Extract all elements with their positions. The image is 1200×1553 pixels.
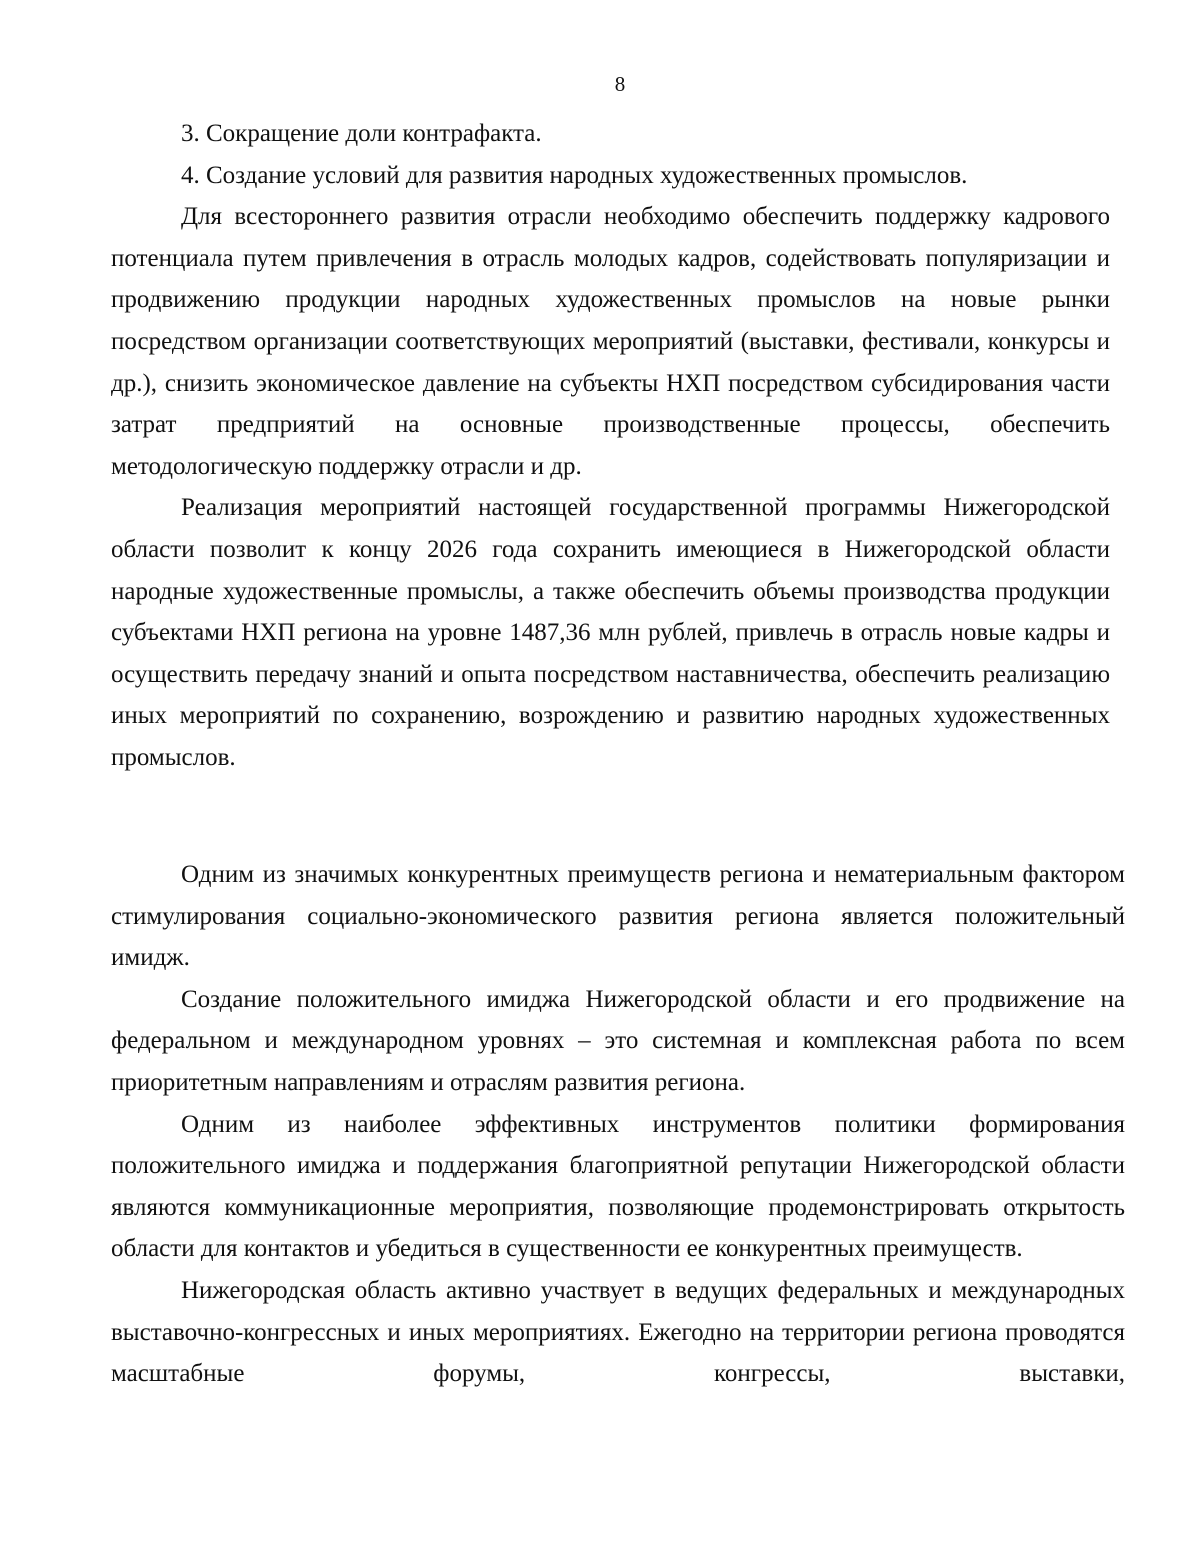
document-body-bottom xyxy=(111,854,1125,1395)
paragraph-positive-image: Создание положительного имиджа Нижегородской области и его продвижение на федеральном и международном уровнях – это системная и комплексная работа по всем приоритетным направлениям и отраслям развития региона. xyxy=(111,985,1125,1096)
paragraph-program-implementation: Реализация мероприятий настоящей государственной программы Нижегородской области позволит к концу 2026 года сохранить имеющиеся в Нижегородской области народные художественные промыслы, а также обеспечить объемы производства продукции субъектами НХП региона на уровне 1487,36 млн рублей, привлечь в отрасль новые кадры и осуществить передачу знаний и опыта посредством наставничества, обеспечить реализацию иных мероприятий по сохранению, возрождению и развитию народных художественных промыслов. xyxy=(111,494,1110,771)
paragraph-region-participation: Нижегородская область активно участвует в ведущих федеральных и международных выставочно-конгрессных и иных мероприятиях. Ежегодно на территории региона проводятся масштабные форумы, конгрессы, выставки, xyxy=(111,1276,1125,1388)
list-item-4: 4. Создание условий для развития народных художественных промыслов. xyxy=(181,161,968,189)
paragraph-competitive-advantages: Одним из значимых конкурентных преимуществ региона и нематериальным фактором стимулирования социально-экономического развития региона является положительный имидж. xyxy=(111,861,1125,972)
document-body-top xyxy=(111,113,1110,779)
paragraph-communication-events: Одним из наиболее эффективных инструментов политики формирования положительного имиджа и поддержания благоприятной репутации Нижегородской области являются коммуникационные мероприятия, позволяющие продемонстрировать открытость области для контактов и убедиться в существенности ее конкурентных преимуществ. xyxy=(111,1110,1125,1263)
paragraph-industry-development: Для всестороннего развития отрасли необходимо обеспечить поддержку кадрового потенциала путем привлечения в отрасль молодых кадров, содействовать популяризации и продвижению продукции народных художественных промыслов на новые рынки посредством организации соответствующих мероприятий (выставки, фестивали, конкурсы и др.), снизить экономическое давление на субъекты НХП посредством субсидирования части затрат предприятий на основные производственные процессы, обеспечить методологическую поддержку отрасли и др. xyxy=(111,203,1110,480)
page-number: 8 xyxy=(614,72,626,96)
list-item-3: 3. Сокращение доли контрафакта. xyxy=(181,120,542,147)
